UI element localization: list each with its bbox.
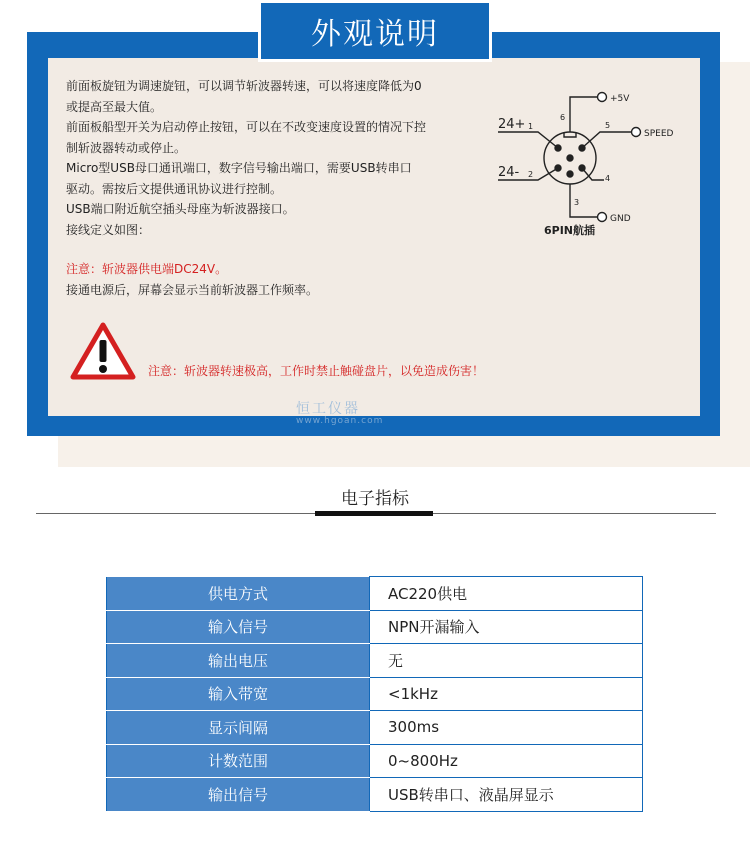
- table-row: [107, 744, 643, 778]
- warning-triangle-icon: [70, 322, 136, 380]
- section-title: 电子指标: [341, 489, 409, 509]
- connector-caption: 6PIN航插: [544, 224, 596, 237]
- page-title: 外观说明: [311, 17, 439, 52]
- spec-label: 输入信号: [107, 610, 370, 644]
- pin-number: 1: [528, 122, 534, 131]
- display-note: 接通电源后，屏幕会显示当前斩波器工作频率。: [66, 283, 319, 297]
- table-row: [107, 778, 643, 812]
- spec-label: 供电方式: [107, 577, 370, 611]
- pin-dot: [567, 171, 573, 177]
- watermark-name: 恒工仪器: [296, 401, 360, 417]
- label-24plus: 24+: [498, 117, 526, 132]
- description-line: USB端口附近航空插头母座为斩波器接口。: [66, 202, 295, 216]
- description-line: 驱动。需按后文提供通讯协议进行控制。: [66, 181, 283, 196]
- panel-title-tab: [258, 0, 492, 62]
- description-text: [66, 76, 466, 240]
- spec-value: USB转串口、液晶屏显示: [370, 778, 643, 812]
- description-line: 前面板旋钮为调速旋钮，可以调节斩波器转速，可以将速度降低为0: [66, 79, 422, 93]
- spec-label: 输出电压: [107, 644, 370, 678]
- spec-value: 无: [370, 644, 643, 678]
- description-line: 前面板船型开关为启动停止按钮，可以在不改变速度设置的情况下控: [66, 120, 427, 134]
- label-24minus: 24-: [498, 165, 520, 180]
- pin-number: 6: [560, 113, 566, 122]
- description-line: 或提高至最大值。: [66, 99, 163, 114]
- section-title-underline: [315, 511, 433, 516]
- description-line: Micro型USB母口通讯端口，数字信号输出端口，需要USB转串口: [66, 161, 412, 175]
- power-note: 注意：斩波器供电端DC24V。: [66, 262, 228, 276]
- spec-label: 显示间隔: [107, 711, 370, 745]
- spec-value: AC220供电: [370, 577, 643, 611]
- description-line: 制斩波器转动或停止。: [66, 140, 187, 155]
- pin-number: 3: [574, 198, 580, 207]
- terminal-speed: [632, 128, 641, 137]
- table-row: [107, 677, 643, 711]
- terminal-5v: [598, 93, 607, 102]
- pin-number: 2: [528, 170, 534, 179]
- warning-text: 注意：斩波器转速极高，工作时禁止触碰盘片，以免造成伤害！: [148, 364, 485, 378]
- watermark: [296, 398, 383, 426]
- table-row: [107, 644, 643, 678]
- label-5v: +5V: [610, 94, 630, 104]
- spec-value: 300ms: [370, 711, 643, 745]
- watermark-url: www.hgoan.com: [296, 416, 384, 426]
- spec-value: <1kHz: [370, 677, 643, 711]
- table-row: [107, 577, 643, 611]
- specs-table: [106, 576, 643, 812]
- description-line: 接线定义如图：: [66, 222, 151, 237]
- spec-label: 输入带宽: [107, 677, 370, 711]
- terminal-gnd: [598, 213, 607, 222]
- table-row: [107, 711, 643, 745]
- spec-label: 计数范围: [107, 744, 370, 778]
- connector-pinout-diagram: [492, 88, 692, 238]
- pin-number: 4: [605, 174, 611, 183]
- spec-value: NPN开漏输入: [370, 610, 643, 644]
- pin-number: 5: [605, 121, 611, 130]
- table-row: [107, 610, 643, 644]
- pin-dot: [567, 155, 573, 161]
- spec-value: 0~800Hz: [370, 744, 643, 778]
- label-gnd: GND: [610, 214, 631, 224]
- label-speed: SPEED: [644, 129, 674, 139]
- spec-label: 输出信号: [107, 778, 370, 812]
